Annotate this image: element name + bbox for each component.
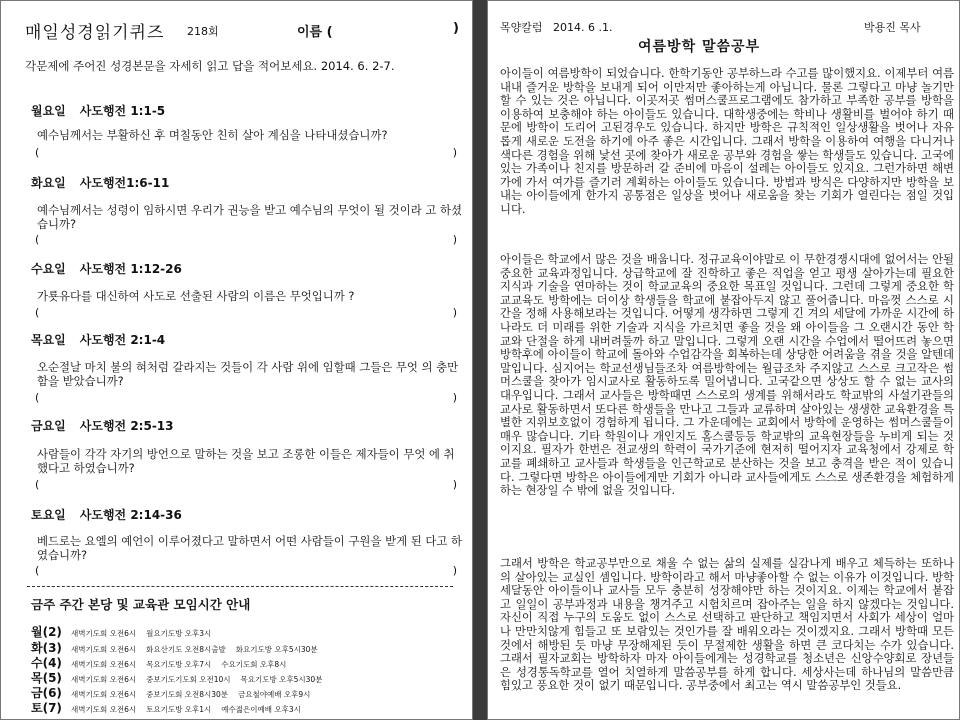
answer-open-paren: ( xyxy=(35,391,40,404)
quiz-instructions: 각문제에 주어진 성경본문을 자세히 읽고 답을 적어보세요. 2014. 6. 2-7. xyxy=(25,59,395,73)
answer-close-paren: ) xyxy=(452,306,457,319)
question-day-heading xyxy=(31,331,165,348)
answer-open-paren: ( xyxy=(35,564,40,577)
question-text: 가룟유다를 대신하여 사도로 선출된 사람의 이름은 무엇입니까 ? xyxy=(37,289,355,303)
scripture-reference: 사도행전1:6-11 xyxy=(79,176,170,190)
quiz-title: 매일성경읽기퀴즈 xyxy=(25,23,165,43)
schedule-title: 금주 주간 본당 및 교육관 모임시간 안내 xyxy=(31,597,251,612)
schedule-item: 목요기도방 오후7시 xyxy=(146,660,212,669)
name-close-paren: ) xyxy=(453,21,459,36)
question-day-heading xyxy=(31,174,169,191)
question-day-heading xyxy=(31,260,182,277)
column-title: 여름방학 말씀공부 xyxy=(638,39,761,55)
schedule-item: 수요기도회 오후8시 xyxy=(221,660,287,669)
schedule-item: 새벽기도회 오전6시 xyxy=(71,660,137,669)
answer-close-paren: ) xyxy=(452,478,457,491)
scripture-reference: 사도행전 2:1-4 xyxy=(79,333,166,347)
column-paragraph: 아이들이 여름방학이 되었습니다. 한학기동안 공부하느라 수고를 많이했지요. 이제부터 여름내내 즐거운 방학을 보내게 되어 이만저만 좋아하는게 아닙니다. 물론 그렇다고 마냥 놀기만 할 수 있는 것은 아닙니다. 이곳저곳 썸머스쿨프로그램에도 참가하고 부족한 공부를 방학을 이용하여 보충해야 하는 아이들도 있습니다. 대학생중에는 학비나 생활비를 벌어야 하기 때문에 방학이 도리어 고된경우도 있습니다. 하지만 방학은 규칙적인 일상생활을 벗어나 자유롭게 새로운 도전을 하기에 아주 좋은 시간입니다. 그래서 방학을 이용하여 여행을 다니거나 색다른 경험을 위해 낯선 곳에 찾아가 새로운 공부와 경험을 쌓는 학생들도 있습니다. 고국에 있는 가족이나 친지를 방문하러 갈 준비에 마음이 설레는 아이들도 있지요. 그런가하면 해변가에 가서 여가를 즐기러 계획하는 아이들도 있습니다. 방법과 방식은 다양하지만 방학을 보내는 아이들에게 한가지 공통점은 일상을 벗어나 새로움을 찾는 기회가 열린다는 점일 것입니다. xyxy=(500,66,954,216)
schedule-item: 화요기도방 오후5시30분 xyxy=(235,645,318,654)
answer-close-paren: ) xyxy=(452,564,457,577)
scripture-reference: 사도행전 1:1-5 xyxy=(79,104,166,118)
schedule-item: 새벽기도회 오전6시 xyxy=(71,675,137,684)
schedule-day: 화(3) xyxy=(31,641,62,655)
answer-open-paren: ( xyxy=(35,233,40,246)
schedule-item: 금요철야예배 오후9시 xyxy=(238,690,311,699)
schedule-row xyxy=(31,623,221,640)
quiz-number: 218회 xyxy=(187,25,219,38)
schedule-day: 토(7) xyxy=(31,701,62,715)
question-text: 사람들이 각각 자기의 방언으로 말하는 것을 보고 조롱한 이들은 제자들이 무엇 에 취했다고 하였습니까? xyxy=(37,447,455,475)
question-text: 베드로는 요엘의 예언이 이루어졌다고 말하면서 어떤 사람들이 구원을 받게 된 다고 하였습니까? xyxy=(37,534,462,562)
section-divider xyxy=(27,586,453,587)
day-label: 수요일 xyxy=(31,262,66,276)
schedule-day: 월(2) xyxy=(31,625,62,639)
answer-close-paren: ) xyxy=(452,233,457,246)
schedule-item: 월요기도방 오후3시 xyxy=(146,629,212,638)
schedule-item: 예수젊은이예배 오후3시 xyxy=(221,705,301,714)
scripture-reference: 사도행전 2:14-36 xyxy=(79,508,182,522)
column-paragraph: 그래서 방학은 학교공부만으로 채울 수 없는 삶의 실제를 실감나게 배우고 체득하는 또하나의 살아있는 교실인 셈입니다. 방학이라고 해서 마냥좋아할 수 없는 이유가 이것입니다. 방학세달동안 아이들이나 교사들 모두 충분히 성장해야만 하는 것이지요. 이제는 학교에서 붙잡고 일일이 공부과정과 내용을 챙겨주고 시험치르며 잡아주는 일을 하지 않겠다는 것입니다. 자신이 직접 누구의 도움도 없이 스스로 선택하고 판단하고 책임지면서 사회가 세상이 얼마나 만만치않게 힘들고 또 보람있는 것인가를 잘 배워오라는 것이겠지요. 그래서 방학때 모든 것에서 해방된 듯 마냥 무장해제된 듯이 무절제한 생활을 하면 큰 코다치는 수가 있습니다. 그래서 필자교회는 방학하자 마자 아이들에게는 성경학교를 청소년은 신앙수양회로 장년들은 성경통독학교를 열어 치열하게 말씀공부를 하게 합니다. 세상사는데 하나님의 말씀만큼 힘있고 풍요한 것이 없기 때문입니다. 공부중에서 최고는 역시 말씀공부인 것들요. xyxy=(500,556,954,693)
schedule-item: 새벽기도회 오전6시 xyxy=(71,629,137,638)
answer-close-paren: ) xyxy=(452,146,457,159)
answer-open-paren: ( xyxy=(35,306,40,319)
quiz-sheet xyxy=(0,0,473,720)
answer-open-paren: ( xyxy=(35,146,40,159)
question-day-heading xyxy=(31,102,165,119)
schedule-day: 수(4) xyxy=(31,656,62,670)
column-author: 박용진 목사 xyxy=(864,21,921,34)
schedule-item: 화요산기도 오전8시출발 xyxy=(146,645,226,654)
schedule-item: 새벽기도회 오전6시 xyxy=(71,690,137,699)
column-header xyxy=(500,19,613,35)
day-label: 금요일 xyxy=(31,419,66,433)
name-label: 이름 ( xyxy=(297,25,333,40)
schedule-item: 중보기도회 오전8시30분 xyxy=(146,690,229,699)
question-text: 예수님께서는 성령이 임하시면 우리가 권능을 받고 예수님의 무엇이 될 것이라 고 하셨습니까? xyxy=(37,203,462,231)
day-label: 화요일 xyxy=(31,176,66,190)
question-text: 예수님께서는 부활하신 후 며칠동안 친히 살아 계심을 나타내셨습니까? xyxy=(37,128,388,142)
schedule-day: 금(6) xyxy=(31,686,62,700)
question-day-heading xyxy=(31,506,182,523)
schedule-item: 중보기도기도회 오전10시 xyxy=(146,675,231,684)
schedule-row xyxy=(31,699,301,716)
day-label: 목요일 xyxy=(31,333,66,347)
pastor-column-page xyxy=(487,0,960,720)
schedule-day: 목(5) xyxy=(31,671,62,685)
schedule-item: 토요기도방 오후1시 xyxy=(146,705,212,714)
scripture-reference: 사도행전 1:12-26 xyxy=(79,262,182,276)
scripture-reference: 사도행전 2:5-13 xyxy=(79,419,174,433)
column-date: 2014. 6 .1. xyxy=(553,21,613,34)
answer-open-paren: ( xyxy=(35,478,40,491)
day-label: 토요일 xyxy=(31,508,66,522)
day-label: 월요일 xyxy=(31,104,66,118)
answer-close-paren: ) xyxy=(452,391,457,404)
column-paragraph: 아이들은 학교에서 많은 것을 배웁니다. 정규교육이야말로 이 무한경쟁시대에 없어서는 안될 중요한 교육과정입니다. 상급학교에 잘 진학하고 좋은 직업을 얻고 평생 살아가는데 필요한 지식과 기술을 연마하는 것이 학교교육의 중요한 목표일 것입니다. 그런데 그렇게 중요한 학교교육도 방학에는 더이상 학생들을 학교에 붙잡아두지 않고 풀어줍니다. 마음껏 스스로 시간을 정해 사용해보라는 것입니다. 어떻게 생각하면 그렇게 긴 겨의 세달에 가까운 시간에 하나라도 더 미래를 위한 기술과 지식을 가르치면 좋을 것을 왜 아이들을 그 오랜시간 동안 학교와 단절을 하게 내버려둘까 하고 말입니다. 그렇게 오랜 시간을 수업에서 떨어뜨려 놓으면 방학후에 아이들이 학교에 돌아와 수업감각을 회복하는데 상당한 어려움을 겪을 것을 알텐데 말입니다. 심지어는 학교선생님들조차 여름방학에는 월급조차 주지않고 스스로 크고작은 썸머스쿨을 찾아가 임시교사로 활동하도록 밀어냅니다. 고국같으면 상상도 할 수 없는 교사의 대우입니다. 그래서 교사들은 방학때면 스스로의 생계를 위해서라도 학교밖의 사설기관들의 교사로 활동하면서 또다른 학생들을 만나고 그들과 교류하며 살아있는 생생한 교육환경을 특별한 지위보호없이 경험하게 됩니다. 그 가운데에는 교회에서 방학에 운영하는 썸머스쿨들이 매우 많습니다. 기타 학원이나 개인지도 홈스쿨등등 학교밖의 교육현장들을 누비게 되는 것이지요. 필자가 한번은 전교생의 학력이 국가기준에 현저히 떨어지자 교육청에서 강제로 학교를 폐쇄하고 교사들과 학생들을 인근학교로 분산하는 것을 보고 충격을 받은 적이 있습니다. 그렇다면 방학은 아이들에게만 기회가 아니라 교사들에게도 스스로 생존환경을 체험하게 하는 현장일 수 밖에 없을 것입니다. xyxy=(500,252,954,498)
question-day-heading xyxy=(31,417,174,434)
question-text: 오순절날 마치 불의 혀처럼 갈라지는 것들이 각 사람 위에 임할때 그들은 무엇 의 충만함을 받았습니까? xyxy=(37,360,459,388)
schedule-item: 새벽기도회 오전6시 xyxy=(71,645,137,654)
schedule-item: 새벽기도회 오전6시 xyxy=(71,705,137,714)
schedule-item: 목요기도방 오후5시30분 xyxy=(240,675,323,684)
column-name: 목양칼럼 xyxy=(500,21,543,34)
